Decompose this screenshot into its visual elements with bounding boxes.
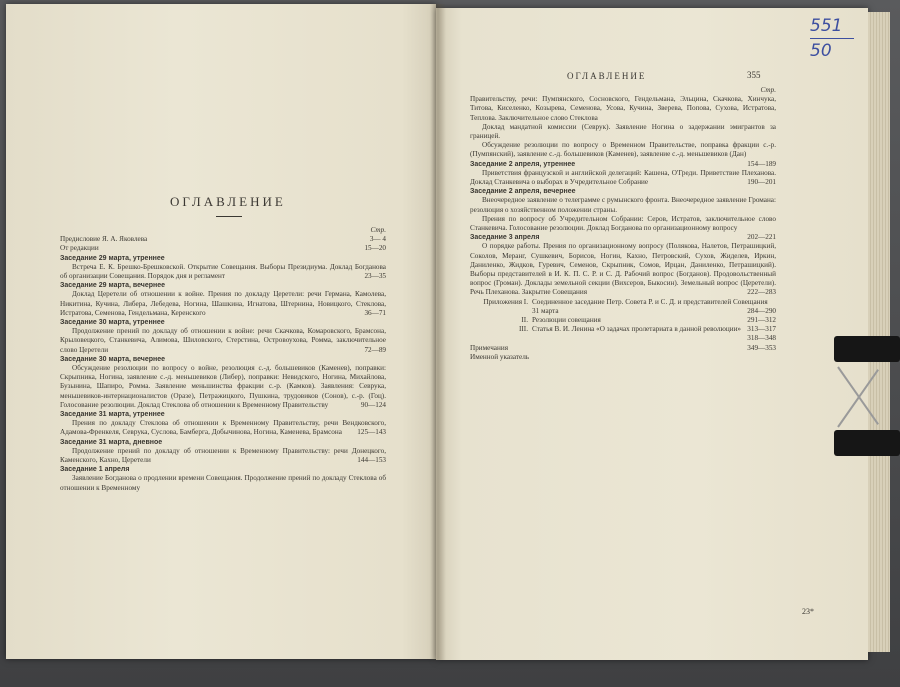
handwritten-note (810, 14, 870, 63)
handwritten-line: 551 (810, 14, 854, 39)
entry-title: Примечания (470, 343, 508, 352)
toc-entry (60, 327, 386, 355)
section-heading: Заседание 30 марта, вечернее (60, 355, 166, 363)
toc-entry (60, 263, 386, 281)
entry-pages (774, 353, 776, 362)
entry-text: Продолжение прений по докладу об отношении к войне: речи Скачкова, Комаровского, Брамсона, Крыловецкого, Станкевича, Алимова, Шиловского, Стерстина, Островоухова, Ромма, заключительное слово Церетели (60, 327, 386, 354)
appendix-title: Соединенное заседание Петр. Совета Р. и С. Д. и представителей Совещания 31 марта (532, 297, 768, 315)
toc-entry (470, 334, 776, 343)
entry-pages: 15—20 (364, 244, 386, 253)
appendix-entry (470, 298, 776, 316)
folio-mark: 23* (802, 607, 814, 616)
page-column-label: Стр. (370, 226, 386, 234)
entry-pages: 202—221 (747, 233, 776, 242)
running-head: ОГЛАВЛЕНИЕ (567, 71, 647, 81)
entry-pages: 284—290 (747, 306, 776, 315)
entry-text: Продолжение прений по докладу об отношении к Временному Правительству: речи Донецкого, Каменского, Кахно, Церетели (60, 446, 386, 465)
entry-pages: 23—35 (364, 272, 386, 281)
entry-text: Заявление Богданова о продлении времени Совещания. Продолжение прений по докладу Стеклова об отношении к Временному (60, 474, 386, 492)
toc-entry (60, 290, 386, 318)
entry-text: Прения по докладу Стеклова об отношении к Временному Правительству, речи Вендковского, Адамова-Френкеля, Севрука, Суслова, Бамберга, Добычинова, Ногина, Каменева, Брамсона (60, 419, 386, 437)
entry-pages: 90—124 (360, 400, 386, 409)
entry-text: Обсуждение резолюции по вопросу о Временном Правительстве, поправка фракции с.-р. (Пумпянский), заявление с.-д. большевиков (Каменев), заявление с.-д. меньшевиков (Дан) (470, 141, 776, 159)
page-number: 355 (747, 70, 761, 80)
entry-text: Правительству, речи: Пумпянского, Сосновского, Гендельмана, Эльцина, Скачкова, Хинчука, Титова, Киселенко, Козырева, Семенова, Усова, Кучина, Зверева, Попова, Сухова, Истратова, Теплова. Заключительное слово Стеклова (470, 95, 776, 122)
book-gutter (430, 4, 446, 660)
handwritten-line: 50 (810, 41, 832, 61)
clip-jaw-top (834, 336, 900, 362)
section-heading: Заседание 3 апреля (470, 234, 540, 242)
entry-text: Прения по вопросу об Учредительном Собрании: Серов, Истратов, заключительное слово Станкевича. Голосование резолюции. Доклад Богданова по организационному вопросу (470, 214, 776, 233)
toc-entry (60, 244, 386, 253)
entry-title: От редакции (60, 244, 99, 253)
section-heading: Заседание 31 марта, дневное (60, 438, 163, 446)
entry-text: Доклад Церетели об отношении к войне. Прения по докладу Церетели: речи Германа, Камолева, Никитина, Кучина, Либера, Лебедева, Ногина, Шашкина, Игнатова, Штернина, Новицкого, Стеклова, Истратова, Семенова, Гендельмана, Керенского (60, 290, 386, 317)
entry-text: О порядке работы. Прения по организационному вопросу (Полякова, Налетов, Петрашицкий, Соколов, Меранг, Сушкевич, Борисов, Ногин, Кахно, Петровский, Сухов, Жиделев, Иркин, Даниленко, Жидков, Гуревич, Семенов, Скрыпник, Сомов, Ирцан, Даниленко, Петрашицкий). Выборы представителей в И. К. П. С. Р. и С. Д. Рабочий вопрос (Богданов). Продовольственный вопрос (Громан). Доклады земельной секции (Вихсеров, Быкосин). Земельный вопрос (Церетели). Речь Плеханова. Закрытие Совещания (470, 242, 776, 297)
section-heading: Заседание 2 апреля, вечернее (470, 188, 576, 196)
section-heading: Заседание 31 марта, утреннее (60, 411, 165, 419)
appendix-label: III. (519, 325, 528, 334)
appendix-label: Приложения I. (483, 297, 528, 306)
section-heading: Заседание 29 марта, утреннее (60, 254, 165, 262)
entry-text: Обсуждение резолюции по вопросу о войне, резолюция с.-д. большевиков (Каменев), поправки: Скрыпника, Ногина, заявление с.-д. меньшевиков (Либер), поправки: Невидского, Ногина, Михайлова, Бузынина, Шапиро, Ромма. Заявление меньшинства фракции с.-р. (Камков). Заявления: Севрука, меньшевиков-интернационалистов (Оразе), Петражицкого, Пушкина, трудовиков (Сонов), с.-р. (Гоц). Голосование резолюции. Доклад Стеклова об отношении к Временному Правительству (60, 364, 386, 409)
binder-clip (824, 336, 900, 476)
title-rule (216, 216, 242, 217)
entry-text: Доклад мандатной комиссии (Севрук). Заявление Ногина о задержании эмигрантов за границей. (470, 122, 776, 141)
entry-text: Внеочередное заявление о телеграмме с румынского фронта. Внеочередное заявление Громана: резолюция о хозяйственном положении страны. (470, 196, 776, 214)
entry-pages: 144—153 (357, 456, 386, 465)
entry-pages: 154—189 (747, 159, 776, 168)
entry-title (470, 334, 745, 343)
appendix-text (532, 316, 776, 325)
toc-entry (470, 95, 776, 123)
entry-text: Встреча Е. К. Брешко-Брешковской. Открытие Совещания. Выборы Президиума. Доклад Богданова об организации Совещания. Порядок дня и регламент (60, 262, 386, 281)
entry-pages: 125—143 (357, 428, 386, 437)
entry-pages: 190—201 (747, 178, 776, 187)
toc-right-column (470, 86, 776, 362)
toc-entry (60, 364, 386, 410)
entry-pages: 349—353 (747, 343, 776, 352)
page-fore-edge (868, 12, 890, 652)
appendix-title: Статья В. И. Ленина «О задачах пролетариата в данной революции» (532, 325, 742, 334)
toc-entry (470, 353, 776, 362)
section-heading: Заседание 29 марта, вечернее (60, 282, 166, 290)
section-heading: Заседание 2 апреля, утреннее (470, 160, 576, 168)
page-column-label: Стр. (760, 86, 776, 94)
toc-entry (470, 169, 776, 187)
entry-pages: 313—317 (747, 325, 776, 334)
appendix-text (532, 325, 776, 334)
toc-entry (470, 344, 776, 353)
section-heading: Заседание 1 апреля (60, 466, 130, 474)
appendix-entry (470, 316, 776, 325)
entry-title: Именной указатель (470, 352, 530, 361)
entry-pages: 318—348 (747, 334, 776, 343)
toc-left-column (60, 226, 386, 493)
entry-text: Приветствия французской и английской делегаций: Кашена, О'Греди. Приветствие Плеханова. Доклад Станкевича о выборах в Учредительное Собрание (470, 168, 776, 187)
page-title: ОГЛАВЛЕНИЕ (170, 194, 286, 209)
entry-pages: 222—283 (747, 288, 776, 297)
appendix-title: Резолюции совещания (532, 316, 601, 325)
entry-pages: 72—89 (364, 345, 386, 354)
clip-jaw-bottom (834, 430, 900, 456)
appendix-text (532, 298, 776, 316)
appendix-entry (470, 325, 776, 334)
entry-title: Предисловие Я. А. Яковлева (60, 235, 148, 244)
toc-entry (470, 196, 776, 214)
toc-entry (60, 474, 386, 492)
section-heading: Заседание 30 марта, утреннее (60, 319, 165, 327)
toc-entry (60, 447, 386, 465)
entry-pages: 3— 4 (369, 235, 386, 244)
toc-entry (60, 419, 386, 437)
entry-pages: 291—312 (747, 316, 776, 325)
toc-entry (470, 242, 776, 297)
toc-entry (60, 235, 386, 244)
appendix-label: II. (521, 316, 528, 325)
toc-entry (470, 123, 776, 141)
entry-pages: 36—71 (364, 308, 386, 317)
